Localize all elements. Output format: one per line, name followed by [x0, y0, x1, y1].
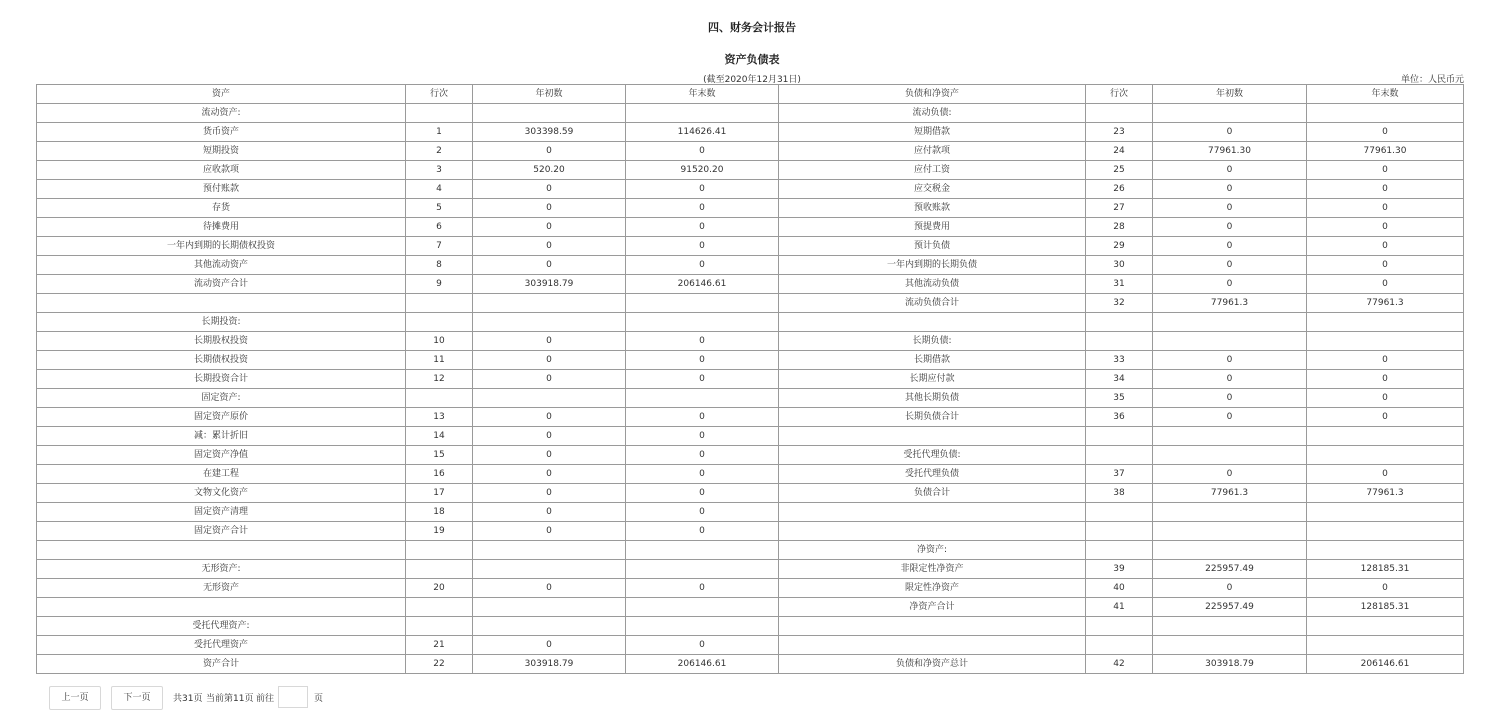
table-cell: [1153, 522, 1307, 541]
table-cell: 0: [626, 199, 779, 218]
table-cell: 33: [1086, 351, 1153, 370]
table-cell: 37: [1086, 465, 1153, 484]
table-cell: [1307, 446, 1464, 465]
table-cell: 负债合计: [779, 484, 1086, 503]
table-cell: 0: [1307, 256, 1464, 275]
table-cell: 预提费用: [779, 218, 1086, 237]
table-cell: 0: [1307, 199, 1464, 218]
table-cell: 18: [406, 503, 473, 522]
table-cell: [473, 104, 626, 123]
table-cell: 0: [1153, 351, 1307, 370]
table-cell: 114626.41: [626, 123, 779, 142]
table-cell: 待摊费用: [37, 218, 406, 237]
table-cell: [1153, 541, 1307, 560]
table-row: [37, 427, 1464, 446]
table-row: [37, 370, 1464, 389]
table-cell: 应收款项: [37, 161, 406, 180]
table-cell: [406, 598, 473, 617]
table-cell: 长期债权投资: [37, 351, 406, 370]
table-cell: [1086, 636, 1153, 655]
table-cell: 303918.79: [473, 655, 626, 674]
table-cell: 206146.61: [1307, 655, 1464, 674]
header-cell: 年末数: [626, 85, 779, 104]
table-cell: 长期借款: [779, 351, 1086, 370]
table-cell: 225957.49: [1153, 598, 1307, 617]
table-cell: [37, 598, 406, 617]
table-cell: 32: [1086, 294, 1153, 313]
table-cell: 固定资产合计: [37, 522, 406, 541]
table-cell: 14: [406, 427, 473, 446]
table-header-row: [37, 85, 1464, 104]
table-cell: 0: [1153, 275, 1307, 294]
table-cell: [406, 541, 473, 560]
table-row: [37, 465, 1464, 484]
table-cell: 受托代理资产: [37, 636, 406, 655]
table-cell: 0: [473, 351, 626, 370]
table-cell: 0: [473, 503, 626, 522]
table-cell: 无形资产: [37, 579, 406, 598]
table-cell: 受托代理负债:: [779, 446, 1086, 465]
table-row: [37, 275, 1464, 294]
table-cell: 0: [473, 237, 626, 256]
table-cell: 40: [1086, 579, 1153, 598]
table-cell: 17: [406, 484, 473, 503]
goto-label: 前往: [256, 694, 275, 704]
table-cell: 长期投资合计: [37, 370, 406, 389]
table-cell: 29: [1086, 237, 1153, 256]
table-cell: [406, 389, 473, 408]
table-cell: [1307, 617, 1464, 636]
table-cell: 0: [626, 370, 779, 389]
table-cell: 0: [626, 427, 779, 446]
table-cell: 0: [1307, 389, 1464, 408]
table-row: [37, 161, 1464, 180]
table-cell: 11: [406, 351, 473, 370]
table-cell: 0: [473, 484, 626, 503]
table-row: [37, 655, 1464, 674]
table-cell: [37, 294, 406, 313]
table-cell: [473, 541, 626, 560]
table-cell: 0: [1153, 408, 1307, 427]
table-cell: 34: [1086, 370, 1153, 389]
table-cell: 0: [473, 332, 626, 351]
table-cell: 6: [406, 218, 473, 237]
table-cell: 91520.20: [626, 161, 779, 180]
table-cell: 0: [626, 180, 779, 199]
table-cell: 文物文化资产: [37, 484, 406, 503]
table-cell: 0: [1307, 275, 1464, 294]
table-cell: 77961.3: [1307, 484, 1464, 503]
table-cell: 流动负债:: [779, 104, 1086, 123]
unit-label: 单位：人民币元: [1400, 75, 1464, 85]
table-cell: 15: [406, 446, 473, 465]
table-cell: 0: [626, 332, 779, 351]
header-cell: 资产: [37, 85, 406, 104]
table-cell: 23: [1086, 123, 1153, 142]
table-cell: 0: [473, 465, 626, 484]
table-cell: 0: [473, 636, 626, 655]
header-cell: 年初数: [473, 85, 626, 104]
table-row: [37, 560, 1464, 579]
table-row: [37, 199, 1464, 218]
table-cell: [779, 636, 1086, 655]
table-cell: 0: [1307, 237, 1464, 256]
table-cell: 流动资产合计: [37, 275, 406, 294]
table-cell: 预付账款: [37, 180, 406, 199]
table-cell: [1307, 332, 1464, 351]
table-cell: 30: [1086, 256, 1153, 275]
table-cell: 31: [1086, 275, 1153, 294]
table-cell: 39: [1086, 560, 1153, 579]
table-cell: 0: [1153, 218, 1307, 237]
table-cell: 0: [1307, 123, 1464, 142]
table-cell: [1153, 446, 1307, 465]
table-row: [37, 389, 1464, 408]
table-cell: 0: [1153, 256, 1307, 275]
table-cell: 0: [473, 522, 626, 541]
table-cell: 28: [1086, 218, 1153, 237]
table-cell: 0: [626, 522, 779, 541]
table-cell: 7: [406, 237, 473, 256]
header-cell: 行次: [1086, 85, 1153, 104]
table-cell: [1307, 503, 1464, 522]
table-cell: [1086, 313, 1153, 332]
table-cell: 42: [1086, 655, 1153, 674]
table-cell: 其他流动资产: [37, 256, 406, 275]
table-cell: 0: [626, 446, 779, 465]
table-cell: 0: [626, 484, 779, 503]
table-cell: 非限定性净资产: [779, 560, 1086, 579]
table-cell: 0: [473, 579, 626, 598]
table-cell: 303398.59: [473, 123, 626, 142]
table-row: [37, 332, 1464, 351]
table-cell: 5: [406, 199, 473, 218]
table-cell: 77961.30: [1307, 142, 1464, 161]
table-cell: [1307, 541, 1464, 560]
table-cell: [1153, 636, 1307, 655]
table-cell: [473, 560, 626, 579]
header-cell: 负债和净资产: [779, 85, 1086, 104]
table-cell: [473, 294, 626, 313]
table-cell: [1086, 617, 1153, 636]
table-cell: 206146.61: [626, 655, 779, 674]
table-cell: 固定资产原价: [37, 408, 406, 427]
table-cell: [1307, 522, 1464, 541]
table-cell: [779, 522, 1086, 541]
table-cell: [473, 389, 626, 408]
table-cell: 短期借款: [779, 123, 1086, 142]
table-cell: 预计负债: [779, 237, 1086, 256]
table-cell: 其他流动负债: [779, 275, 1086, 294]
table-cell: 38: [1086, 484, 1153, 503]
table-cell: 41: [1086, 598, 1153, 617]
table-cell: 预收账款: [779, 199, 1086, 218]
table-cell: [473, 313, 626, 332]
table-cell: 128185.31: [1307, 598, 1464, 617]
table-cell: 0: [1153, 579, 1307, 598]
table-cell: 货币资产: [37, 123, 406, 142]
table-cell: 0: [626, 218, 779, 237]
table-cell: [406, 294, 473, 313]
header-cell: 年初数: [1153, 85, 1307, 104]
table-cell: [1307, 104, 1464, 123]
table-cell: 520.20: [473, 161, 626, 180]
table-cell: [1086, 427, 1153, 446]
table-cell: 20: [406, 579, 473, 598]
table-cell: 长期负债:: [779, 332, 1086, 351]
table-row: [37, 237, 1464, 256]
table-cell: 应交税金: [779, 180, 1086, 199]
table-cell: 303918.79: [1153, 655, 1307, 674]
table-cell: 长期投资:: [37, 313, 406, 332]
table-cell: [1307, 313, 1464, 332]
total-pages-text: 共31页: [173, 694, 203, 704]
table-row: [37, 313, 1464, 332]
table-cell: [37, 541, 406, 560]
table-cell: 225957.49: [1153, 560, 1307, 579]
table-cell: [1086, 503, 1153, 522]
table-cell: 0: [1307, 218, 1464, 237]
table-cell: [626, 389, 779, 408]
table-row: [37, 104, 1464, 123]
table-cell: [626, 541, 779, 560]
table-cell: 0: [1153, 237, 1307, 256]
table-cell: [779, 427, 1086, 446]
table-cell: 一年内到期的长期债权投资: [37, 237, 406, 256]
header-cell: 年末数: [1307, 85, 1464, 104]
table-cell: [1153, 503, 1307, 522]
table-cell: 19: [406, 522, 473, 541]
table-cell: 8: [406, 256, 473, 275]
table-cell: 0: [626, 256, 779, 275]
table-cell: 无形资产:: [37, 560, 406, 579]
table-cell: 128185.31: [1307, 560, 1464, 579]
table-cell: 流动负债合计: [779, 294, 1086, 313]
table-cell: 限定性净资产: [779, 579, 1086, 598]
table-row: [37, 541, 1464, 560]
table-cell: 0: [473, 370, 626, 389]
table-cell: 0: [1153, 389, 1307, 408]
table-cell: 0: [473, 446, 626, 465]
table-cell: [473, 617, 626, 636]
table-cell: [1153, 427, 1307, 446]
table-cell: 0: [473, 218, 626, 237]
report-title: 四、财务会计报告: [708, 21, 796, 34]
table-cell: 一年内到期的长期负债: [779, 256, 1086, 275]
table-cell: 13: [406, 408, 473, 427]
table-cell: 流动资产:: [37, 104, 406, 123]
table-cell: 3: [406, 161, 473, 180]
table-cell: 0: [473, 142, 626, 161]
table-cell: 9: [406, 275, 473, 294]
table-row: [37, 636, 1464, 655]
table-cell: 资产合计: [37, 655, 406, 674]
table-cell: 在建工程: [37, 465, 406, 484]
table-cell: 其他长期负债: [779, 389, 1086, 408]
prev-page-button[interactable]: 上一页: [49, 686, 101, 710]
table-cell: 24: [1086, 142, 1153, 161]
table-cell: [1153, 332, 1307, 351]
table-cell: 固定资产:: [37, 389, 406, 408]
table-cell: 0: [626, 351, 779, 370]
table-cell: [626, 313, 779, 332]
table-cell: [406, 617, 473, 636]
table-row: [37, 446, 1464, 465]
table-cell: [626, 598, 779, 617]
table-cell: 0: [1307, 370, 1464, 389]
table-cell: [779, 503, 1086, 522]
table-cell: [626, 104, 779, 123]
table-row: [37, 522, 1464, 541]
table-row: [37, 503, 1464, 522]
balance-sheet-table: [36, 84, 1464, 674]
table-cell: 长期应付款: [779, 370, 1086, 389]
table-cell: 206146.61: [626, 275, 779, 294]
table-cell: 0: [1153, 465, 1307, 484]
table-cell: 77961.30: [1153, 142, 1307, 161]
table-cell: [626, 617, 779, 636]
table-cell: 减：累计折旧: [37, 427, 406, 446]
table-cell: 4: [406, 180, 473, 199]
table-cell: [406, 560, 473, 579]
table-cell: 存货: [37, 199, 406, 218]
table-cell: 22: [406, 655, 473, 674]
table-cell: 12: [406, 370, 473, 389]
page-suffix-label: 页: [314, 694, 324, 704]
table-cell: 77961.3: [1153, 294, 1307, 313]
table-cell: 负债和净资产总计: [779, 655, 1086, 674]
table-cell: 0: [473, 256, 626, 275]
current-page-text: 当前第11页: [206, 694, 254, 704]
table-cell: [626, 294, 779, 313]
table-cell: 35: [1086, 389, 1153, 408]
table-cell: [626, 560, 779, 579]
table-row: [37, 351, 1464, 370]
table-cell: [779, 617, 1086, 636]
header-cell: 行次: [406, 85, 473, 104]
table-cell: 长期负债合计: [779, 408, 1086, 427]
table-cell: 21: [406, 636, 473, 655]
table-cell: [1307, 636, 1464, 655]
table-row: [37, 598, 1464, 617]
table-cell: 应付款项: [779, 142, 1086, 161]
table-cell: [1086, 446, 1153, 465]
table-cell: 26: [1086, 180, 1153, 199]
table-cell: 77961.3: [1153, 484, 1307, 503]
table-cell: 0: [626, 636, 779, 655]
table-cell: 27: [1086, 199, 1153, 218]
table-row: [37, 218, 1464, 237]
table-cell: 净资产:: [779, 541, 1086, 560]
table-row: [37, 123, 1464, 142]
table-row: [37, 256, 1464, 275]
table-cell: 0: [1153, 199, 1307, 218]
table-cell: 0: [626, 142, 779, 161]
table-cell: 受托代理资产:: [37, 617, 406, 636]
table-cell: [1086, 104, 1153, 123]
table-cell: 0: [626, 237, 779, 256]
table-cell: 固定资产清理: [37, 503, 406, 522]
table-cell: 0: [626, 503, 779, 522]
sheet-title: 资产负债表: [724, 53, 780, 66]
table-cell: 0: [626, 579, 779, 598]
table-cell: 0: [1307, 465, 1464, 484]
table-cell: 0: [473, 199, 626, 218]
table-cell: 0: [626, 408, 779, 427]
table-cell: [1307, 427, 1464, 446]
table-cell: [406, 313, 473, 332]
table-cell: [1153, 617, 1307, 636]
table-cell: 0: [1307, 579, 1464, 598]
table-row: [37, 294, 1464, 313]
table-cell: [779, 313, 1086, 332]
table-cell: 受托代理负债: [779, 465, 1086, 484]
table-row: [37, 484, 1464, 503]
table-cell: 短期投资: [37, 142, 406, 161]
table-row: [37, 579, 1464, 598]
table-cell: 固定资产净值: [37, 446, 406, 465]
table-cell: 0: [1307, 180, 1464, 199]
table-cell: 10: [406, 332, 473, 351]
table-cell: 0: [1307, 351, 1464, 370]
table-cell: [1153, 313, 1307, 332]
table-cell: 2: [406, 142, 473, 161]
table-cell: 0: [473, 180, 626, 199]
table-cell: 0: [1307, 161, 1464, 180]
table-cell: 16: [406, 465, 473, 484]
table-cell: 0: [1153, 370, 1307, 389]
table-cell: [473, 598, 626, 617]
table-cell: 长期股权投资: [37, 332, 406, 351]
date-note: (截至2020年12月31日): [703, 75, 801, 85]
table-cell: 0: [1153, 180, 1307, 199]
table-row: [37, 408, 1464, 427]
table-cell: 应付工资: [779, 161, 1086, 180]
table-cell: [1086, 332, 1153, 351]
table-cell: 303918.79: [473, 275, 626, 294]
table-cell: 25: [1086, 161, 1153, 180]
table-row: [37, 180, 1464, 199]
table-cell: [406, 104, 473, 123]
table-cell: 0: [1307, 408, 1464, 427]
table-cell: 0: [626, 465, 779, 484]
table-cell: [1153, 104, 1307, 123]
table-cell: 0: [473, 427, 626, 446]
table-row: [37, 142, 1464, 161]
next-page-button[interactable]: 下一页: [111, 686, 163, 710]
table-row: [37, 617, 1464, 636]
table-cell: 36: [1086, 408, 1153, 427]
table-cell: [1086, 522, 1153, 541]
table-cell: 0: [473, 408, 626, 427]
table-cell: [1086, 541, 1153, 560]
table-cell: 77961.3: [1307, 294, 1464, 313]
table-cell: 0: [1153, 123, 1307, 142]
table-cell: 0: [1153, 161, 1307, 180]
table-cell: 净资产合计: [779, 598, 1086, 617]
table-cell: 1: [406, 123, 473, 142]
